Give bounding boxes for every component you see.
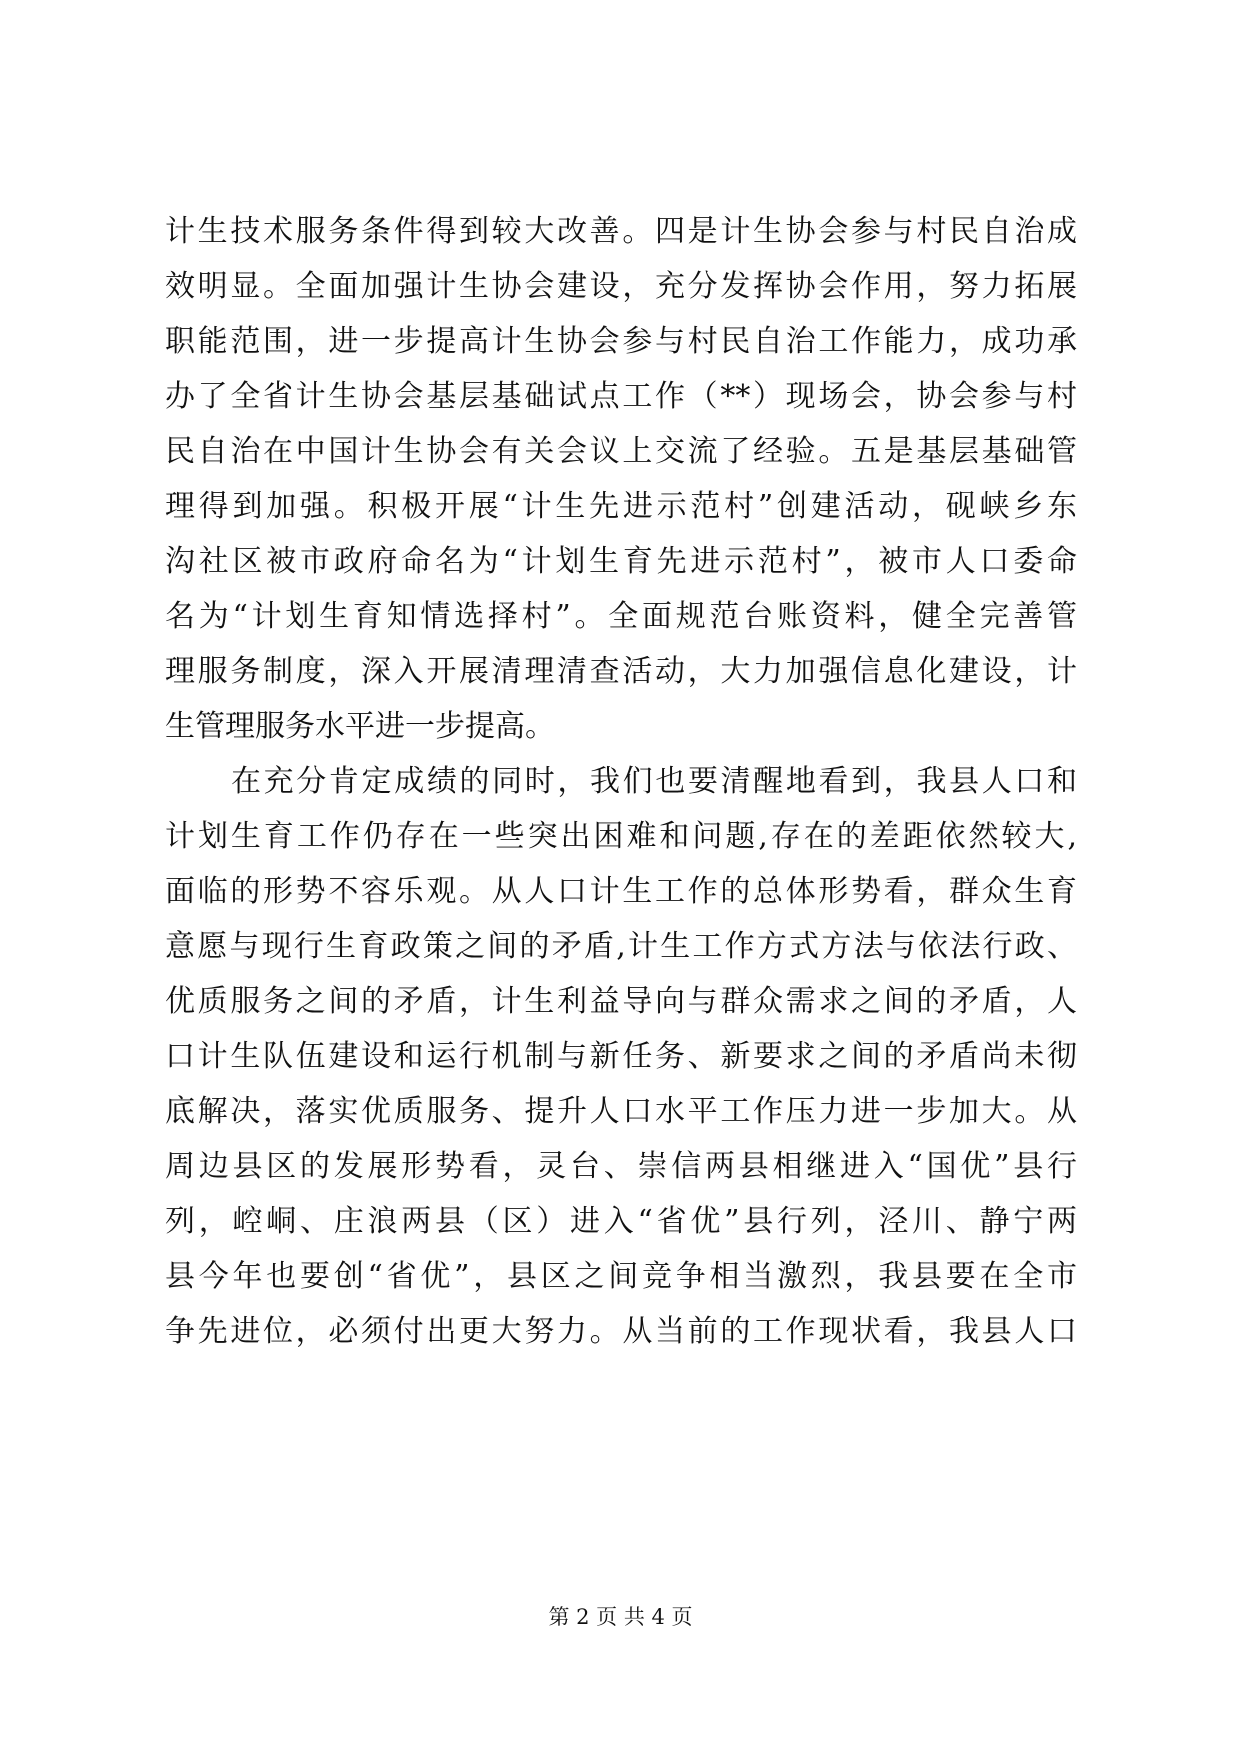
page-number-footer: 第 2 页 共 4 页 (548, 1605, 693, 1629)
body-text-line: 争先进位，必须付出更大努力。从当前的工作现状看，我县人口 (165, 1314, 1077, 1349)
body-text-line: 效明显。全面加强计生协会建设，充分发挥协会作用，努力拓展 (165, 269, 1077, 304)
body-text-line: 周边县区的发展形势看，灵台、崇信两县相继进入“国优”县行 (165, 1149, 1077, 1184)
body-text-line: 民自治在中国计生协会有关会议上交流了经验。五是基层基础管 (165, 434, 1077, 469)
body-text-line: 县今年也要创“省优”，县区之间竞争相当激烈，我县要在全市 (165, 1259, 1077, 1294)
body-text-line: 优质服务之间的矛盾，计生利益导向与群众需求之间的矛盾，人 (165, 984, 1077, 1019)
body-text-line: 底解决，落实优质服务、提升人口水平工作压力进一步加大。从 (165, 1094, 1077, 1129)
body-text-line: 理服务制度，深入开展清理清查活动，大力加强信息化建设，计 (165, 654, 1077, 689)
body-text-line: 沟社区被市政府命名为“计划生育先进示范村”，被市人口委命 (165, 544, 1077, 579)
body-text-line: 名为“计划生育知情选择村”。全面规范台账资料，健全完善管 (165, 599, 1077, 634)
body-text-line: 列，崆峒、庄浪两县（区）进入“省优”县行列，泾川、静宁两 (165, 1204, 1077, 1239)
body-text-line: 面临的形势不容乐观。从人口计生工作的总体形势看，群众生育 (165, 874, 1077, 909)
body-text-line: 计划生育工作仍存在一些突出困难和问题,存在的差距依然较大, (165, 819, 1077, 854)
body-text-line: 职能范围，进一步提高计生协会参与村民自治工作能力，成功承 (165, 324, 1077, 359)
paragraph-first-line: 在充分肯定成绩的同时，我们也要清醒地看到，我县人口和 (231, 764, 1077, 799)
body-text-line: 生管理服务水平进一步提高。 (165, 709, 555, 744)
body-text-line: 计生技术服务条件得到较大改善。四是计生协会参与村民自治成 (165, 214, 1077, 249)
body-text-line: 口计生队伍建设和运行机制与新任务、新要求之间的矛盾尚未彻 (165, 1039, 1077, 1074)
body-text-line: 意愿与现行生育政策之间的矛盾,计生工作方式方法与依法行政、 (165, 929, 1077, 964)
body-text-line: 理得到加强。积极开展“计生先进示范村”创建活动，砚峡乡东 (165, 489, 1077, 524)
body-text-line: 办了全省计生协会基层基础试点工作（**）现场会，协会参与村 (165, 379, 1077, 414)
